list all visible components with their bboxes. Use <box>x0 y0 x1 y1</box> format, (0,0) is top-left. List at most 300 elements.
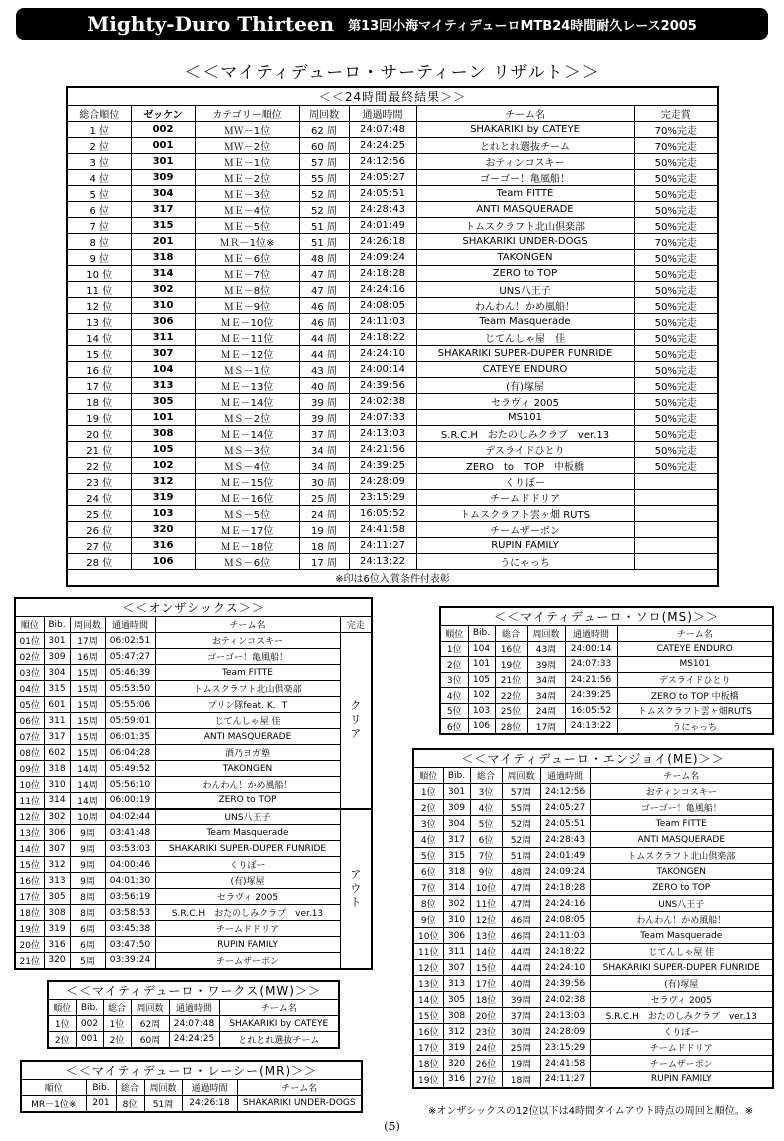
table-cell: 19 周 <box>299 522 349 538</box>
main-caption-row <box>67 87 718 106</box>
table-cell: 46周 <box>502 912 540 928</box>
footnote: ※オンザシックスの12位以下は4時間タイムアウト時点の周回と順位。※ <box>428 1106 754 1117</box>
table-cell: ＭＷ－1位 <box>195 122 299 138</box>
table-cell: 24 位 <box>67 490 131 506</box>
table-cell: 03:41:48 <box>105 825 155 841</box>
table-cell: 301 <box>443 784 470 800</box>
table-cell: 酒乃ヨガ塾 <box>155 745 340 761</box>
table-cell: 50%完走 <box>634 170 718 186</box>
table-cell: 10位 <box>15 777 44 793</box>
table-cell: 19位 <box>15 921 44 937</box>
table-row <box>15 905 372 921</box>
table-row <box>15 729 372 745</box>
table-row <box>413 784 773 800</box>
table-cell: ＭＥ－9位 <box>195 298 299 314</box>
table-row <box>15 777 372 793</box>
table-cell: 314 <box>44 793 70 809</box>
table-cell: チームザーボン <box>416 522 634 538</box>
table-cell: SHAKARIKI UNDER-DOGS <box>416 234 634 250</box>
table-cell: デスライドひとり <box>617 672 773 688</box>
table-cell: とれとれ選抜チーム <box>416 138 634 154</box>
table-cell: 307 <box>44 841 70 857</box>
table-cell: 39周 <box>502 992 540 1008</box>
table-row <box>413 1056 773 1072</box>
table-cell: 51周 <box>144 1096 182 1112</box>
table-cell: 52周 <box>502 816 540 832</box>
table-cell: SHAKARIKI SUPER-DUPER FUNRIDE <box>416 346 634 362</box>
table-cell: 103 <box>468 703 495 719</box>
table-cell: 24:28:09 <box>540 1024 590 1040</box>
table-cell: 03:45:38 <box>105 921 155 937</box>
table-cell: セラヴィ 2005 <box>155 889 340 905</box>
table-cell: 24:26:18 <box>349 234 416 250</box>
table-cell: 28 位 <box>67 554 131 570</box>
table-cell: 316 <box>44 937 70 953</box>
table-cell: 46 周 <box>299 314 349 330</box>
table-row <box>67 522 718 538</box>
enjoy-header-row <box>413 768 773 784</box>
table-cell: 310 <box>131 298 195 314</box>
table-cell: 24:13:22 <box>349 554 416 570</box>
table-cell: 4位 <box>470 800 502 816</box>
table-cell: 001 <box>76 1032 103 1048</box>
table-row <box>15 889 372 905</box>
works-caption: ＜＜マイティデューロ・ワークス(MW)＞＞ <box>48 981 339 1000</box>
table-cell: Team FITTE <box>590 816 773 832</box>
header-title-en: Mighty-Duro Thirteen <box>87 12 335 36</box>
table-row <box>413 816 773 832</box>
table-cell: 51 周 <box>299 234 349 250</box>
table-cell: じてんしゃ屋 佳 <box>155 713 340 729</box>
onz-column-header: 完走 <box>340 617 372 633</box>
table-cell: 24:07:48 <box>169 1016 219 1032</box>
table-cell: Team FITTE <box>416 186 634 202</box>
table-row <box>67 250 718 266</box>
table-cell: ZERO to TOP <box>416 266 634 282</box>
table-cell: おティンコスキー <box>590 784 773 800</box>
table-cell: 70%完走 <box>634 138 718 154</box>
table-cell: 70%完走 <box>634 234 718 250</box>
enjoy-column-header: 順位 <box>413 768 443 784</box>
table-cell: 24:39:56 <box>349 378 416 394</box>
onz-caption: ＜＜オンザシックス＞＞ <box>15 598 372 617</box>
table-cell: 03:39:24 <box>105 953 155 969</box>
table-cell: 24 周 <box>299 506 349 522</box>
table-cell: ＭＳ－6位 <box>195 554 299 570</box>
table-row <box>67 330 718 346</box>
table-row <box>67 378 718 394</box>
table-cell: トムスクラフト雲ヶ畑 RUTS <box>416 506 634 522</box>
table-cell: S.R.C.H おたのしみクラブ ver.13 <box>155 905 340 921</box>
table-cell: 24:08:05 <box>540 912 590 928</box>
table-cell: 34周 <box>527 688 565 704</box>
table-cell: ゴーゴー！亀風船！ <box>590 800 773 816</box>
table-row <box>15 921 372 937</box>
table-cell: チームドドリア <box>155 921 340 937</box>
table-cell: 60 周 <box>299 138 349 154</box>
table-cell: RUPIN FAMILY <box>155 937 340 953</box>
table-cell: 8 位 <box>67 234 131 250</box>
solo-column-header: 総合 <box>495 626 527 642</box>
table-cell: 105 <box>468 672 495 688</box>
table-cell: 24:12:56 <box>349 154 416 170</box>
page-number: (5) <box>384 1120 400 1133</box>
table-cell: 6位 <box>470 832 502 848</box>
table-row <box>15 633 372 649</box>
table-cell: 07位 <box>15 729 44 745</box>
table-cell: 309 <box>443 800 470 816</box>
table-cell: 39 周 <box>299 410 349 426</box>
table-cell: 03:56:19 <box>105 889 155 905</box>
table-cell: ＭＳ－2位 <box>195 410 299 426</box>
table-cell: 24:21:56 <box>349 442 416 458</box>
table-cell: わんわん！かめ風船！ <box>155 777 340 793</box>
table-cell: 04:01:30 <box>105 873 155 889</box>
solo-column-header: 周回数 <box>527 626 565 642</box>
table-cell: 002 <box>76 1016 103 1032</box>
final-results-table <box>66 86 719 587</box>
table-cell: 05:53:50 <box>105 681 155 697</box>
table-cell: 319 <box>44 921 70 937</box>
table-cell: 320 <box>131 522 195 538</box>
table-cell: じてんしゃ屋 佳 <box>416 330 634 346</box>
table-row <box>67 394 718 410</box>
table-row <box>21 1096 362 1112</box>
table-cell: S.R.C.H おたのしみクラブ ver.13 <box>590 1008 773 1024</box>
table-cell: (有)塚屋 <box>416 378 634 394</box>
table-cell: 310 <box>44 777 70 793</box>
table-cell: 25 周 <box>299 490 349 506</box>
table-cell: ＭＥ－7位 <box>195 266 299 282</box>
table-cell: 17位 <box>15 889 44 905</box>
table-cell: 1 位 <box>67 122 131 138</box>
status-text: アウト <box>350 867 362 909</box>
table-row <box>67 218 718 234</box>
table-cell: 47周 <box>502 880 540 896</box>
solo-caption: ＜＜マイティデューロ・ソロ(MS)＞＞ <box>440 607 773 626</box>
table-cell: 15位 <box>470 960 502 976</box>
table-cell: 24:21:56 <box>565 672 617 688</box>
table-row <box>15 953 372 969</box>
table-cell: 6周 <box>70 937 105 953</box>
table-cell: 23:15:29 <box>540 1040 590 1056</box>
table-row <box>67 538 718 554</box>
table-cell: 311 <box>443 944 470 960</box>
table-cell: ＭＲ－1位※ <box>195 234 299 250</box>
table-cell: 57 周 <box>299 154 349 170</box>
table-cell: 312 <box>443 1024 470 1040</box>
table-cell: 70%完走 <box>634 122 718 138</box>
table-cell: 313 <box>131 378 195 394</box>
table-cell: 44 周 <box>299 330 349 346</box>
table-cell: 3位 <box>440 672 468 688</box>
table-cell: 22 位 <box>67 458 131 474</box>
table-cell: 302 <box>131 282 195 298</box>
table-cell: 19位 <box>413 1072 443 1088</box>
table-cell: 24:08:05 <box>349 298 416 314</box>
racy-column-header: 通過時間 <box>182 1080 237 1096</box>
table-cell: ＭＥ－5位 <box>195 218 299 234</box>
table-cell: 21位 <box>15 953 44 969</box>
table-cell: 05:55:06 <box>105 697 155 713</box>
solo-ms-table <box>439 606 774 735</box>
table-cell: ZERO to TOP 中板橋 <box>416 458 634 474</box>
table-row <box>413 960 773 976</box>
table-cell: 17周 <box>70 633 105 649</box>
table-row <box>67 138 718 154</box>
table-cell: ZERO to TOP <box>155 793 340 809</box>
table-cell: 15位 <box>413 1008 443 1024</box>
table-cell: 318 <box>131 250 195 266</box>
main-column-header: ゼッケン <box>131 106 195 122</box>
main-column-header: チーム名 <box>416 106 634 122</box>
table-cell: 320 <box>443 1056 470 1072</box>
table-cell: 24:24:16 <box>349 282 416 298</box>
table-cell: 24:41:58 <box>349 522 416 538</box>
table-cell: 201 <box>131 234 195 250</box>
table-cell: ＭＥ－15位 <box>195 474 299 490</box>
table-cell: 16位 <box>495 641 527 657</box>
table-cell: 3位 <box>470 784 502 800</box>
table-cell: 305 <box>131 394 195 410</box>
table-row <box>413 832 773 848</box>
table-cell: おティンコスキー <box>416 154 634 170</box>
works-mw-table <box>47 980 340 1049</box>
table-cell: 9 位 <box>67 250 131 266</box>
table-cell: 14周 <box>70 793 105 809</box>
table-cell: セラヴィ 2005 <box>416 394 634 410</box>
table-row <box>413 1024 773 1040</box>
table-cell: 2位 <box>48 1032 76 1048</box>
main-caption: ＜＜24時間最終結果＞＞ <box>67 87 718 106</box>
table-cell: 320 <box>44 953 70 969</box>
table-cell: 24:07:33 <box>565 657 617 673</box>
table-cell: ZERO to TOP 中板橋 <box>617 688 773 704</box>
table-cell: 05:59:01 <box>105 713 155 729</box>
table-cell: 23位 <box>470 1024 502 1040</box>
table-cell: 50%完走 <box>634 394 718 410</box>
table-cell: 319 <box>443 1040 470 1056</box>
table-cell: チームザーボン <box>590 1056 773 1072</box>
onz-column-header: チーム名 <box>155 617 340 633</box>
table-cell: 104 <box>131 362 195 378</box>
table-cell: 23 位 <box>67 474 131 490</box>
table-cell: 24:18:28 <box>540 880 590 896</box>
table-cell: CATEYE ENDURO <box>416 362 634 378</box>
table-cell: 17位 <box>470 976 502 992</box>
table-cell: ＭＥ－2位 <box>195 170 299 186</box>
table-cell: 7 位 <box>67 218 131 234</box>
page-title: ＜＜マイティデューロ・サーティーン リザルト＞＞ <box>184 63 600 83</box>
table-cell: 50%完走 <box>634 202 718 218</box>
works-header-row <box>48 1000 339 1016</box>
table-row <box>67 154 718 170</box>
table-row <box>15 825 372 841</box>
racy-mr-table <box>20 1060 363 1113</box>
table-row <box>67 234 718 250</box>
table-cell: 1位 <box>440 641 468 657</box>
table-cell: 40 周 <box>299 378 349 394</box>
table-cell: 44周 <box>502 944 540 960</box>
table-cell: とれとれ選抜チーム <box>219 1032 339 1048</box>
table-cell: 13 位 <box>67 314 131 330</box>
table-cell: 04:00:46 <box>105 857 155 873</box>
enjoy-column-header: チーム名 <box>590 768 773 784</box>
main-header-row <box>67 106 718 122</box>
table-cell: 34周 <box>527 672 565 688</box>
table-cell: 24:13:03 <box>349 426 416 442</box>
table-cell <box>634 490 718 506</box>
table-cell: 9周 <box>70 857 105 873</box>
table-cell: 304 <box>44 665 70 681</box>
table-cell: ＭＥ－3位 <box>195 186 299 202</box>
table-cell: 312 <box>131 474 195 490</box>
table-cell: チームドドリア <box>590 1040 773 1056</box>
table-cell: 8位 <box>413 896 443 912</box>
table-row <box>440 672 773 688</box>
main-note: ※印は6位入賞条件付表彰 <box>67 570 718 587</box>
table-cell: 2位 <box>103 1032 131 1048</box>
table-cell: 06:01:35 <box>105 729 155 745</box>
table-row <box>15 681 372 697</box>
table-cell: 47周 <box>502 896 540 912</box>
table-cell: くりぼー <box>590 1024 773 1040</box>
table-cell: ＭＥ－13位 <box>195 378 299 394</box>
table-row <box>413 864 773 880</box>
table-row <box>67 298 718 314</box>
table-cell: 24:18:28 <box>349 266 416 282</box>
table-cell: 101 <box>131 410 195 426</box>
table-cell: ZERO to TOP <box>590 880 773 896</box>
table-cell: 47 周 <box>299 266 349 282</box>
table-cell: 46 周 <box>299 298 349 314</box>
table-cell: 50%完走 <box>634 330 718 346</box>
table-cell: 15周 <box>70 729 105 745</box>
table-cell: 05位 <box>15 697 44 713</box>
table-cell: 24:05:27 <box>349 170 416 186</box>
racy-column-header: 順位 <box>21 1080 86 1096</box>
table-cell: 24:28:09 <box>349 474 416 490</box>
table-cell: 317 <box>44 729 70 745</box>
table-cell: 310 <box>443 912 470 928</box>
table-cell: トムスクラフト北山倶楽部 <box>155 681 340 697</box>
table-cell: 48 周 <box>299 250 349 266</box>
main-column-header: 通過時間 <box>349 106 416 122</box>
table-cell: 16位 <box>413 1024 443 1040</box>
table-cell: TAKONGEN <box>416 250 634 266</box>
table-cell: S.R.C.H おたのしみクラブ ver.13 <box>416 426 634 442</box>
table-cell: 11位 <box>413 944 443 960</box>
table-cell: うにゃっち <box>617 719 773 735</box>
table-row <box>67 170 718 186</box>
table-cell: ＭＥ－10位 <box>195 314 299 330</box>
table-cell: 50%完走 <box>634 282 718 298</box>
table-cell: ＭＥ－4位 <box>195 202 299 218</box>
main-column-header: 完走賞 <box>634 106 718 122</box>
table-cell: 313 <box>443 976 470 992</box>
table-cell: 06:04:28 <box>105 745 155 761</box>
table-cell: 308 <box>443 1008 470 1024</box>
table-cell: TAKONGEN <box>590 864 773 880</box>
table-cell: 1位 <box>103 1016 131 1032</box>
works-column-header: 通過時間 <box>169 1000 219 1016</box>
table-cell: 06:02:51 <box>105 633 155 649</box>
racy-header-row <box>21 1080 362 1096</box>
table-row <box>67 458 718 474</box>
works-column-header: 周回数 <box>131 1000 169 1016</box>
table-cell: 50%完走 <box>634 410 718 426</box>
table-cell: 60周 <box>131 1032 169 1048</box>
table-cell: 06位 <box>15 713 44 729</box>
table-cell: 10位 <box>470 880 502 896</box>
racy-column-header: 周回数 <box>144 1080 182 1096</box>
table-cell: 306 <box>443 928 470 944</box>
works-column-header: 順位 <box>48 1000 76 1016</box>
table-cell: 12位 <box>15 809 44 825</box>
onz-column-header: 通過時間 <box>105 617 155 633</box>
table-row <box>67 490 718 506</box>
table-cell: 24:00:14 <box>565 641 617 657</box>
table-cell: 19位 <box>495 657 527 673</box>
table-row <box>15 713 372 729</box>
table-row <box>67 426 718 442</box>
table-cell: 24:07:48 <box>349 122 416 138</box>
table-cell: 05:46:39 <box>105 665 155 681</box>
table-cell: くりぼー <box>416 474 634 490</box>
table-cell: 18周 <box>502 1072 540 1088</box>
table-cell: 09位 <box>15 761 44 777</box>
table-cell: Team Masquerade <box>590 928 773 944</box>
table-cell: 43周 <box>527 641 565 657</box>
table-cell: 15周 <box>70 713 105 729</box>
table-cell: 12 位 <box>67 298 131 314</box>
table-cell: UNS八王子 <box>590 896 773 912</box>
table-cell: ゴーゴー！亀風船！ <box>416 170 634 186</box>
racy-column-header: 総合 <box>116 1080 144 1096</box>
table-cell: ＭＷ－2位 <box>195 138 299 154</box>
table-row <box>413 896 773 912</box>
table-cell: 18 位 <box>67 394 131 410</box>
table-row <box>440 657 773 673</box>
table-cell: 62周 <box>131 1016 169 1032</box>
table-cell: 101 <box>468 657 495 673</box>
table-row <box>15 697 372 713</box>
table-cell: ＭＥ－17位 <box>195 522 299 538</box>
table-row <box>15 793 372 809</box>
table-cell: 20位 <box>470 1008 502 1024</box>
table-row <box>440 688 773 704</box>
table-row <box>67 506 718 522</box>
table-cell: 16:05:52 <box>349 506 416 522</box>
table-row <box>67 314 718 330</box>
table-cell: 9位 <box>470 864 502 880</box>
table-cell: 6周 <box>70 921 105 937</box>
page-header <box>16 8 768 40</box>
table-cell: ＭＳ－4位 <box>195 458 299 474</box>
table-row <box>48 1016 339 1032</box>
table-cell: ＭＳ－5位 <box>195 506 299 522</box>
table-cell: 201 <box>86 1096 116 1112</box>
table-cell: 50%完走 <box>634 154 718 170</box>
table-cell: ＭＥ－6位 <box>195 250 299 266</box>
table-cell: 4 位 <box>67 170 131 186</box>
enjoy-column-header: 総合 <box>470 768 502 784</box>
table-cell: ＭＥ－12位 <box>195 346 299 362</box>
racy-caption-row <box>21 1061 362 1080</box>
table-cell: 03位 <box>15 665 44 681</box>
table-cell: 50%完走 <box>634 458 718 474</box>
table-cell: 15周 <box>70 745 105 761</box>
